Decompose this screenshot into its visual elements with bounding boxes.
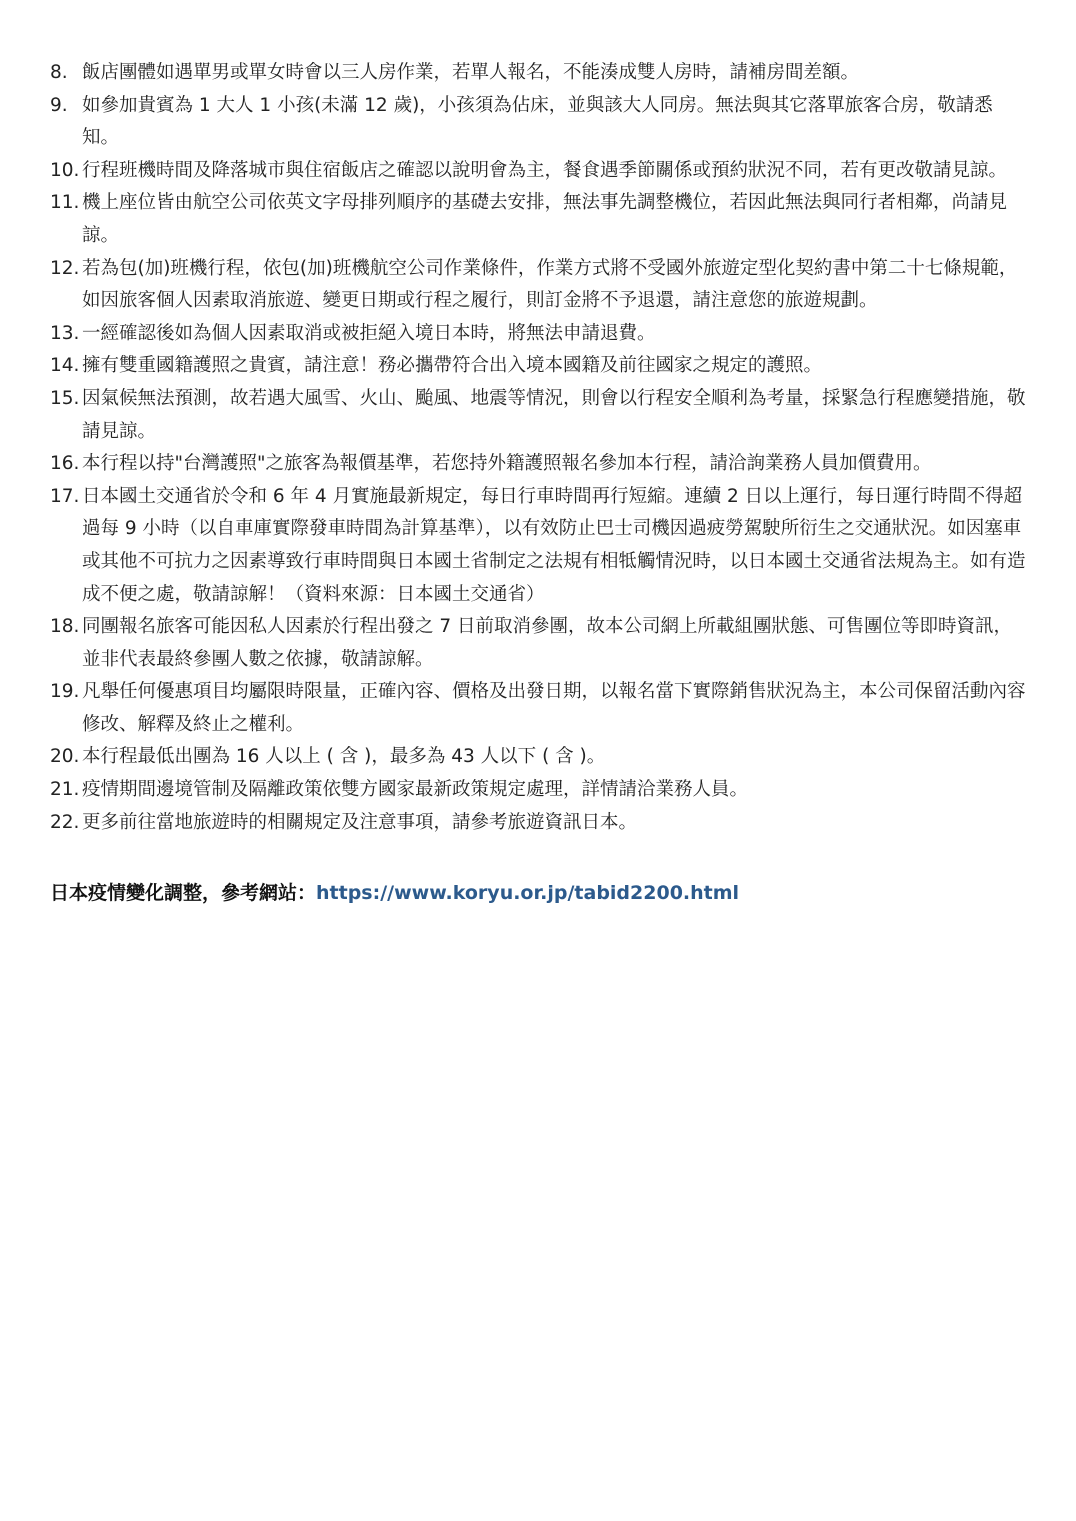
note-number: 9. — [50, 94, 68, 116]
note-item — [50, 448, 1026, 481]
note-text: 擁有雙重國籍護照之貴賓，請注意！務必攜帶符合出入境本國籍及前往國家之規定的護照。 — [82, 355, 823, 377]
note-number: 8. — [50, 62, 68, 83]
note-number: 13. — [50, 322, 80, 344]
note-item — [50, 676, 1026, 741]
note-number: 20. — [50, 746, 80, 768]
note-item — [50, 774, 1026, 807]
note-item — [50, 807, 1026, 840]
note-item — [50, 481, 1026, 611]
note-text: 若為包(加)班機行程，依包(加)班機航空公司作業條件，作業方式將不受國外旅遊定型化契約書中第二十七條規範，如因旅客個人因素取消旅遊、變更日期或行程之履行，則訂金將不予退還，請注意您的旅遊規劃。 — [82, 257, 1018, 312]
note-number: 15. — [50, 387, 80, 409]
note-text: 飯店團體如遇單男或單女時會以三人房作業，若單人報名，不能湊成雙人房時，請補房間差額。 — [82, 62, 860, 83]
note-number: 16. — [50, 453, 80, 475]
note-text: 同團報名旅客可能因私人因素於行程出發之 7 日前取消參團，故本公司網上所載組團狀態、可售團位等即時資訊，並非代表最終參團人數之依據，敬請諒解。 — [82, 616, 1013, 670]
reference-link[interactable]: https://www.koryu.or.jp/tabid2200.html — [316, 882, 740, 905]
note-number: 10. — [50, 159, 80, 181]
note-number: 17. — [50, 485, 80, 507]
notes-list — [50, 57, 1026, 839]
note-text: 凡舉任何優惠項目均屬限時限量，正確內容、價格及出發日期，以報名當下實際銷售狀況為主，本公司保留活動內容修改、解釋及終止之權利。 — [82, 681, 1026, 735]
note-item — [50, 253, 1026, 318]
note-text: 行程班機時間及降落城市與住宿飯店之確認以說明會為主，餐食遇季節關係或預約狀況不同，若有更改敬請見諒。 — [82, 159, 1008, 181]
note-text: 如參加貴賓為 1 大人 1 小孩(未滿 12 歲)，小孩須為佔床，並與該大人同房。無法與其它落單旅客合房，敬請悉知。 — [82, 94, 993, 149]
note-text: 更多前往當地旅遊時的相關規定及注意事項，請參考旅遊資訊日本。 — [82, 811, 638, 833]
note-item — [50, 383, 1026, 448]
note-number: 21. — [50, 779, 80, 801]
note-item — [50, 155, 1026, 188]
note-number: 14. — [50, 355, 80, 377]
note-item — [50, 90, 1026, 155]
note-text: 因氣候無法預測，故若遇大風雪、火山、颱風、地震等情況，則會以行程安全順利為考量，採緊急行程應變措施，敬請見諒。 — [82, 387, 1026, 442]
note-text: 本行程以持"台灣護照"之旅客為報價基準，若您持外籍護照報名參加本行程，請洽詢業務人員加價費用。 — [82, 453, 932, 475]
note-text: 一經確認後如為個人因素取消或被拒絕入境日本時，將無法申請退費。 — [82, 322, 656, 344]
note-text: 本行程最低出團為 16 人以上 ( 含 )，最多為 43 人以下 ( 含 )。 — [82, 746, 606, 768]
reference-line — [50, 877, 1026, 909]
reference-label: 日本疫情變化調整，參考網站： — [50, 882, 317, 905]
note-item — [50, 350, 1026, 383]
note-text: 疫情期間邊境管制及隔離政策依雙方國家最新政策規定處理，詳情請洽業務人員。 — [82, 779, 749, 801]
note-number: 18. — [50, 616, 80, 638]
note-item — [50, 741, 1026, 774]
note-item — [50, 187, 1026, 252]
note-text: 日本國土交通省於令和 6 年 4 月實施最新規定，每日行車時間再行短縮。連續 2 日以上運行，每日運行時間不得超過每 9 小時（以自車庫實際發車時間為計算基準），以有效防止巴士司機因過疲勞駕駛所衍生之交通狀況。如因塞車或其他不可抗力之因素導致行車時間與日本國土省制定之法規有相牴觸情況時，以日本國土交通省法規為主。如有造成不便之處，敬請諒解！（資料來源：日本國土交通省） — [82, 485, 1026, 605]
note-item — [50, 318, 1026, 351]
note-number: 19. — [50, 681, 80, 703]
note-number: 22. — [50, 811, 80, 833]
note-item — [50, 611, 1026, 676]
note-number: 12. — [50, 257, 80, 279]
note-number: 11. — [50, 192, 80, 214]
note-text: 機上座位皆由航空公司依英文字母排列順序的基礎去安排，無法事先調整機位，若因此無法與同行者相鄰，尚請見諒。 — [82, 192, 1008, 246]
note-item — [50, 57, 1026, 90]
